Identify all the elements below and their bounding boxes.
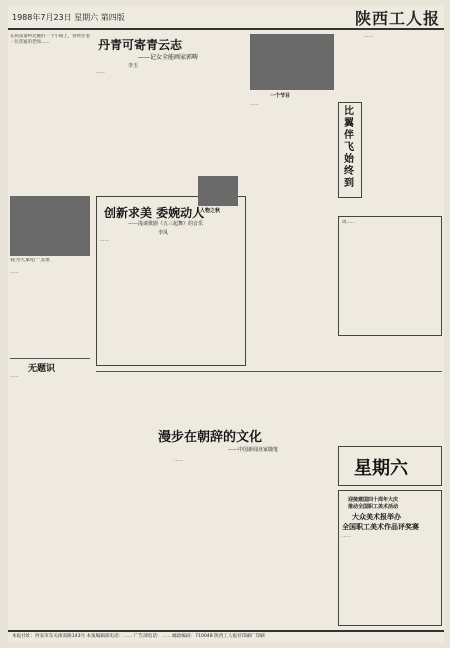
- lower-subtitle: ——中国新闻业家随笔: [228, 447, 279, 453]
- center-photo: [250, 34, 334, 90]
- music-title: 创新求美 委婉动人: [104, 206, 205, 220]
- vertical-title: 比翼伴飞 始终到: [344, 106, 354, 189]
- divider: [10, 358, 90, 359]
- feature-body: ……: [96, 70, 105, 75]
- section-badge: 人物之秋: [200, 208, 221, 214]
- photo-caption: 我为大家唱一支歌: [10, 258, 51, 263]
- lower-title: 漫步在朝辞的文化: [158, 430, 263, 445]
- page-footer: 本报社址：西安市东关街南路143号 本报编辑部电话：…… 广告部电话：…… 邮政编码：710048 陕西工人报社印刷厂印刷: [8, 630, 444, 642]
- col1-photo: [10, 196, 90, 256]
- issue-date: 1988年7月23日 星期六 第四版: [12, 13, 125, 22]
- contest-line2: 推动全国职工美术活动: [348, 504, 399, 510]
- essay-text: ……: [10, 374, 19, 379]
- col1-intro-text: 在陕南秦岭北麓的一个小镇上，曾经住着一位普通的老师……: [10, 34, 90, 45]
- page-header: [8, 6, 444, 30]
- center-photo-label: 一个节目: [270, 93, 291, 99]
- star-title: 星期六: [354, 458, 408, 479]
- contest-body: ……: [342, 534, 351, 539]
- contest-line1: 迎接建国四十周年大庆: [348, 497, 399, 503]
- right-body: ……: [364, 34, 373, 39]
- newspaper-page: [8, 6, 444, 642]
- center-body: ……: [250, 102, 259, 107]
- divider: [96, 371, 442, 372]
- feature-title: 丹青可寄青云志: [98, 38, 183, 52]
- feature-byline: 李玉: [128, 63, 139, 69]
- portrait-photo: [198, 176, 238, 206]
- essay-title: 无题识: [28, 364, 56, 374]
- masthead: 陕西工人报: [354, 9, 440, 28]
- feature-subtitle: ——记女全能画家郭畴: [138, 54, 199, 61]
- music-byline: 李凤: [158, 230, 169, 236]
- music-body: ……: [100, 238, 109, 243]
- col1-story2: ……: [10, 270, 19, 275]
- contest-line3: 大众美术报举办: [352, 512, 401, 521]
- lower-body: ……: [174, 458, 183, 463]
- music-subtitle: ——浅谈歌剧《五三起舞》的音乐: [128, 221, 204, 227]
- right-box-text: 周……: [342, 220, 356, 225]
- contest-line4: 全国职工美术作品评奖赛: [342, 522, 419, 531]
